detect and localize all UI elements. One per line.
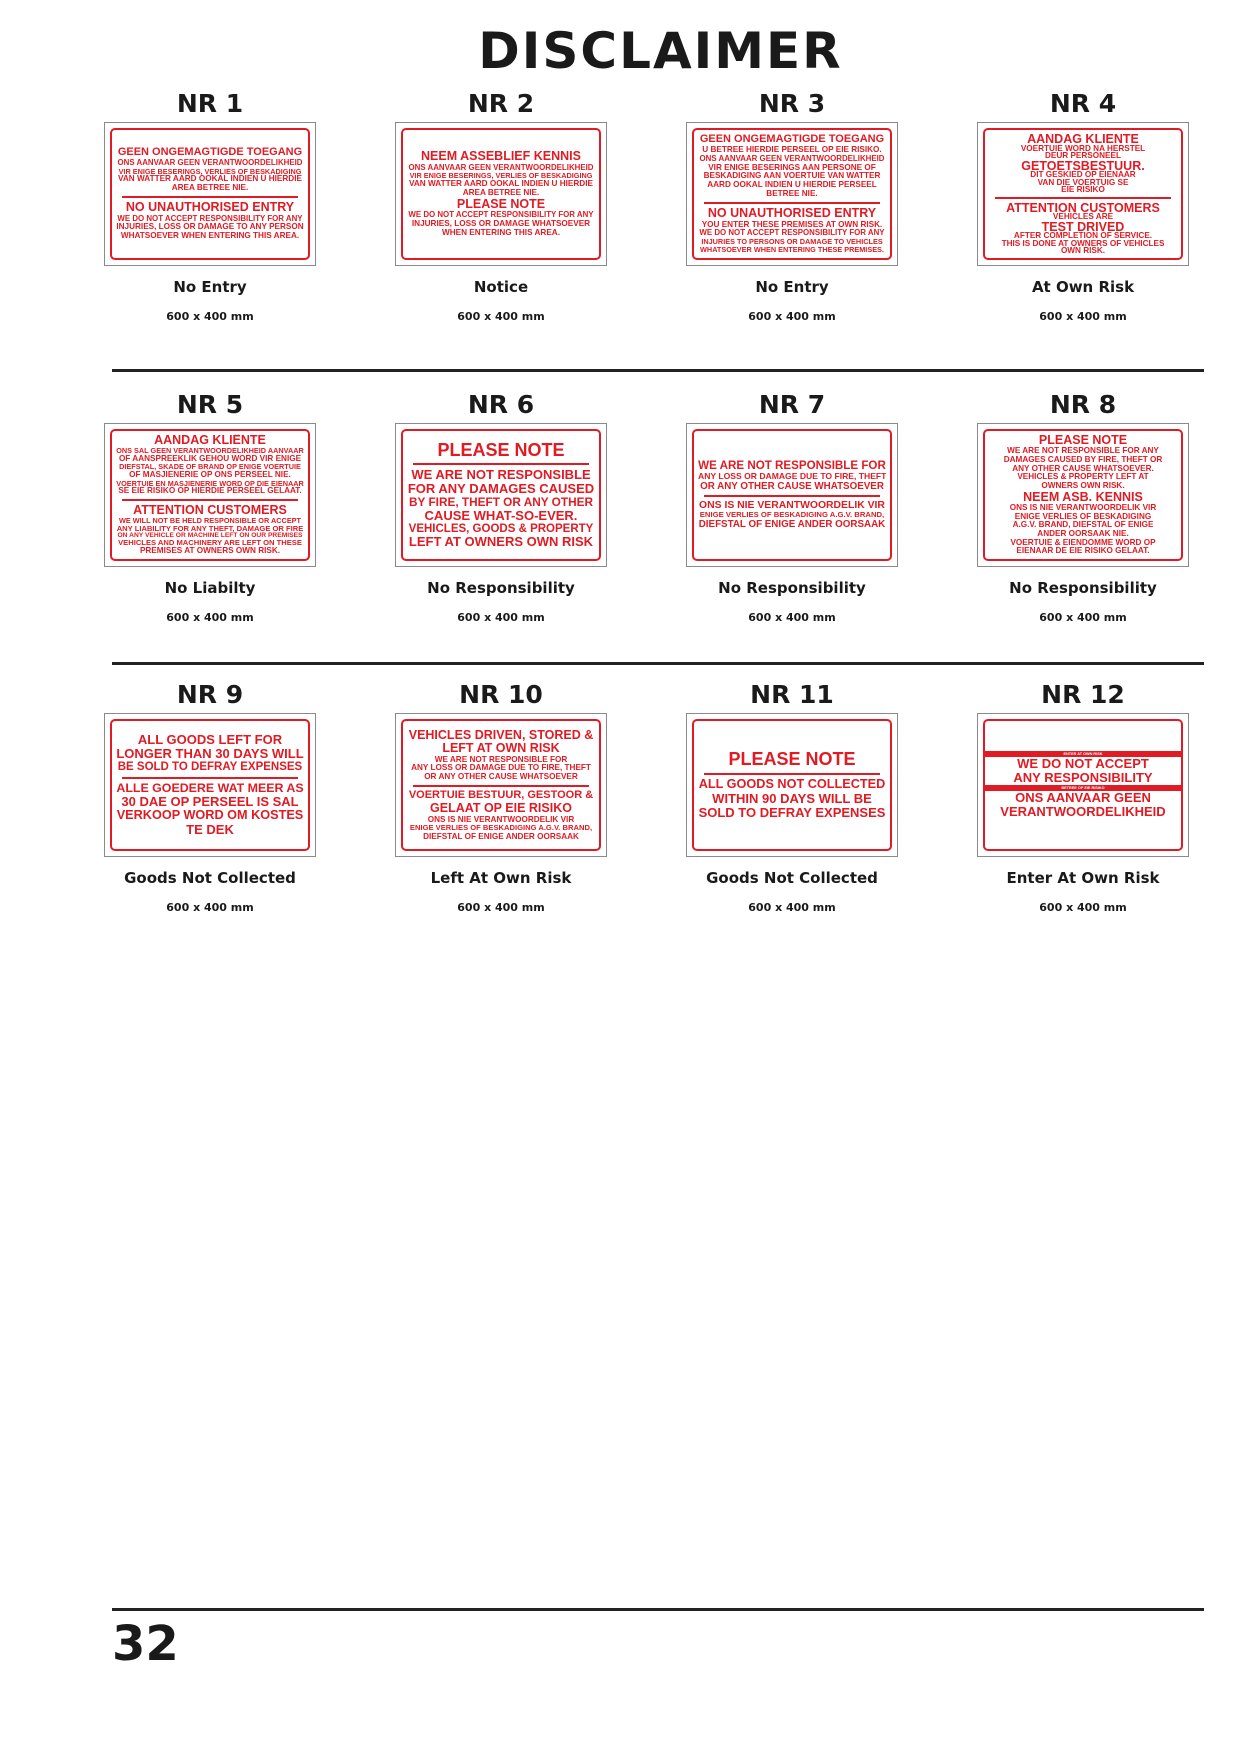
sign-text-line: VIR ENIGE BESERINGS, VERLIES OF BESKADIGING bbox=[118, 167, 302, 176]
sign-card bbox=[90, 387, 330, 624]
sign-number: NR 1 bbox=[176, 89, 244, 118]
sign-name: Left At Own Risk bbox=[430, 869, 572, 887]
sign-border bbox=[983, 429, 1183, 561]
sign-divider bbox=[704, 773, 880, 775]
sign-text-line: SE EIE RISIKO OP HIERDIE PERSEEL GELAAT. bbox=[118, 487, 302, 496]
sign-divider bbox=[122, 499, 298, 501]
sign-card bbox=[963, 86, 1203, 323]
sign-name: No Entry bbox=[755, 278, 829, 296]
sign-size: 600 x 400 mm bbox=[748, 611, 836, 624]
sign-number: NR 8 bbox=[1049, 390, 1117, 419]
sign-text-line: GEEN ONGEMAGTIGDE TOEGANG bbox=[117, 147, 303, 159]
sign-text-line: DAMAGES CAUSED BY FIRE, THEFT OR bbox=[1003, 455, 1163, 464]
sign-text-line: WE WILL NOT BE HELD RESPONSIBLE OR ACCEPT bbox=[118, 516, 302, 525]
sign-size: 600 x 400 mm bbox=[1039, 611, 1127, 624]
sign-text-line: A.G.V. BRAND, DIEFSTAL OF ENIGE bbox=[1012, 521, 1154, 530]
sign-card bbox=[381, 677, 621, 914]
sign-text-line: WHATSOEVER WHEN ENTERING THESE PREMISES. bbox=[700, 245, 884, 254]
sign-size: 600 x 400 mm bbox=[1039, 310, 1127, 323]
sign-border bbox=[110, 429, 310, 561]
sign-border bbox=[692, 429, 892, 561]
sign-number: NR 11 bbox=[750, 680, 834, 709]
sign-text-line: OWNERS OWN RISK. bbox=[1041, 481, 1125, 490]
sign-text-line: ATTENTION CUSTOMERS bbox=[1006, 201, 1160, 214]
sign-text-line: VOERTUIE & EIENDOMME WORD OP bbox=[1010, 538, 1156, 547]
sign-text-line: VEHICLES, GOODS & PROPERTY bbox=[408, 522, 594, 535]
sign-text-line: ONS IS NIE VERANTWOORDELIK VIR bbox=[427, 815, 575, 824]
sign-image bbox=[977, 713, 1189, 857]
sign-text-line: ENTER AT OWN RISK bbox=[985, 751, 1181, 757]
sign-border bbox=[983, 128, 1183, 260]
sign-card bbox=[381, 86, 621, 323]
sign-text-line: WE DO NOT ACCEPT bbox=[1017, 756, 1149, 771]
sign-border bbox=[110, 719, 310, 851]
sign-image bbox=[686, 122, 898, 266]
sign-text-line: VIR ENIGE BESERINGS AAN PERSONE OF bbox=[708, 163, 876, 172]
sign-text-line: DIEFSTAL OF ENIGE ANDER OORSAAK bbox=[423, 832, 579, 841]
sign-border bbox=[692, 128, 892, 260]
sign-text-line: GETOETSBESTUUR. bbox=[1021, 159, 1145, 172]
sign-text-line: VOERTUIE EN MASJIENERIE WORD OP DIE EIENAAR bbox=[116, 479, 304, 488]
sign-text-line: ONS SAL GEEN VERANTWOORDELIKHEID AANVAAR bbox=[116, 447, 304, 455]
sign-text-line: BY FIRE, THEFT OR ANY OTHER bbox=[409, 496, 593, 509]
sign-text-line: VEHICLES ARE bbox=[1052, 213, 1114, 221]
sign-text-line: PLEASE NOTE bbox=[456, 197, 546, 211]
sign-text-line: WITHIN 90 DAYS WILL BE bbox=[712, 791, 872, 806]
sign-text-line: EIENAAR DE EIE RISIKO GELAAT. bbox=[1016, 547, 1150, 556]
sign-size: 600 x 400 mm bbox=[166, 901, 254, 914]
sign-text-line: ALL GOODS NOT COLLECTED bbox=[698, 777, 886, 791]
sign-divider bbox=[704, 495, 880, 497]
sign-text-line: DIEFSTAL OF ENIGE ANDER OORSAAK bbox=[698, 519, 886, 530]
sign-border bbox=[401, 719, 601, 851]
sign-text-line: PREMISES AT OWNERS OWN RISK. bbox=[139, 547, 281, 556]
sign-name: No Responsibility bbox=[718, 579, 866, 597]
sign-text-line: NEEM ASSEBLIEF KENNIS bbox=[421, 150, 581, 164]
sign-text-line: VOERTUIE WORD NA HERSTEL bbox=[1020, 144, 1146, 153]
sign-text-line: INJURIES, LOSS OR DAMAGE WHATSOEVER bbox=[411, 219, 591, 228]
sign-name: No Responsibility bbox=[1009, 579, 1157, 597]
sign-text-line: TEST DRIVED bbox=[1041, 220, 1125, 233]
sign-name: No Liabilty bbox=[164, 579, 256, 597]
sign-text-line: LEFT AT OWN RISK bbox=[442, 742, 560, 756]
sign-text-line: PLEASE NOTE bbox=[1038, 433, 1128, 447]
sign-text-line: OR ANY OTHER CAUSE WHATSOEVER bbox=[700, 481, 884, 492]
sign-name: Notice bbox=[473, 278, 529, 296]
sign-text-line: THIS IS DONE AT OWNERS OF VEHICLES bbox=[1001, 239, 1165, 248]
sign-image bbox=[104, 713, 316, 857]
sign-text-line: VEHICLES & PROPERTY LEFT AT bbox=[1017, 473, 1149, 482]
sign-text-line: ON ANY VEHICLE OR MACHINE LEFT ON OUR PREMISES bbox=[117, 532, 303, 540]
sign-name: Goods Not Collected bbox=[706, 869, 878, 887]
sign-text-line: AANDAG KLIËNTE bbox=[154, 434, 266, 447]
sign-text-line: DIT GESKIED OP EIENAAR bbox=[1030, 171, 1136, 179]
sign-number: NR 9 bbox=[176, 680, 244, 709]
sign-text-line: WE DO NOT ACCEPT RESPONSIBILITY FOR ANY bbox=[408, 211, 594, 220]
sign-text-line: OF MASJIENERIE OP ONS PERSEEL NIE. bbox=[129, 470, 291, 479]
sign-text-line: VAN WATTER AARD OOKAL INDIEN U HIERDIE bbox=[118, 175, 302, 184]
sign-name: Goods Not Collected bbox=[124, 869, 296, 887]
sign-text-line: BESKADIGING AAN VOERTUIE VAN WATTER bbox=[703, 172, 881, 181]
sign-card bbox=[672, 677, 912, 914]
sign-text-line: LONGER THAN 30 DAYS WILL bbox=[116, 747, 304, 762]
sign-text-line: ONS AANVAAR GEEN VERANTWOORDELIKHEID bbox=[699, 155, 885, 164]
sign-card bbox=[381, 387, 621, 624]
sign-border bbox=[692, 719, 892, 851]
sign-text-line: NO UNAUTHORISED ENTRY bbox=[125, 201, 295, 215]
sign-size: 600 x 400 mm bbox=[748, 310, 836, 323]
sign-image bbox=[395, 423, 607, 567]
sign-text-line: ANDER OORSAAK NIE. bbox=[1037, 529, 1129, 538]
sign-text-line: ANY LOSS OR DAMAGE DUE TO FIRE, THEFT bbox=[698, 472, 886, 482]
sign-number: NR 6 bbox=[467, 390, 535, 419]
sign-text-line: ATTENTION CUSTOMERS bbox=[133, 503, 287, 517]
sign-text-line: BETREE OP EIE RISIKO bbox=[985, 785, 1181, 791]
sign-text-line: VOERTUIE BESTUUR, GESTOOR & bbox=[408, 790, 594, 802]
sign-name: At Own Risk bbox=[1031, 278, 1135, 296]
sign-text-line: VEHICLES DRIVEN, STORED & bbox=[408, 728, 594, 742]
sign-text-line: NEEM ASB. KENNIS bbox=[1023, 490, 1143, 504]
sign-size: 600 x 400 mm bbox=[1039, 901, 1127, 914]
sign-text-line: LEFT AT OWNERS OWN RISK bbox=[408, 535, 594, 550]
sign-text-line: FOR ANY DAMAGES CAUSED bbox=[407, 482, 595, 497]
sign-text-line: ENIGE VERLIES OF BESKADIGING A.G.V. BRAND, bbox=[409, 824, 593, 833]
sign-image bbox=[686, 423, 898, 567]
sign-text-line: ONS AANVAAR GEEN VERANTWOORDELIKHEID bbox=[117, 159, 303, 167]
sign-text-line: 30 DAE OP PERSEEL IS SAL bbox=[121, 795, 299, 810]
sign-text-line: WHEN ENTERING THIS AREA. bbox=[442, 228, 560, 237]
sign-border bbox=[110, 128, 310, 260]
sign-number: NR 12 bbox=[1041, 680, 1125, 709]
sign-name: No Responsibility bbox=[427, 579, 575, 597]
sign-text-line: VEHICLES AND MACHINERY ARE LEFT ON THESE bbox=[118, 539, 302, 548]
sign-image bbox=[686, 713, 898, 857]
sign-text-line: OWN RISK. bbox=[1060, 247, 1106, 255]
sign-size: 600 x 400 mm bbox=[457, 901, 545, 914]
sign-text-line: WE ARE NOT RESPONSIBLE FOR ANY bbox=[1007, 447, 1159, 456]
sign-text-line: DEUR PERSONEEL bbox=[1045, 152, 1121, 160]
sign-text-line: ONS AANVAAR GEEN bbox=[1015, 791, 1151, 806]
sign-text-line: PLEASE NOTE bbox=[728, 750, 856, 770]
sign-image bbox=[977, 122, 1189, 266]
sign-name: Enter At Own Risk bbox=[1006, 869, 1160, 887]
sign-divider bbox=[995, 197, 1171, 199]
sign-text-line: ENIGE VERLIES OF BESKADIGING A.G.V. BRAND, bbox=[699, 511, 885, 520]
sign-text-line: ENIGE VERLIES OF BESKADIGING bbox=[1014, 512, 1152, 521]
sign-text-line: TE DEK bbox=[186, 822, 234, 837]
sign-number: NR 4 bbox=[1049, 89, 1117, 118]
footer-rule bbox=[112, 1608, 1204, 1611]
sign-text-line: WE ARE NOT RESPONSIBLE bbox=[411, 468, 591, 483]
sign-number: NR 7 bbox=[758, 390, 826, 419]
sign-text-line: INJURIES, LOSS OR DAMAGE TO ANY PERSON bbox=[116, 223, 304, 232]
sign-image bbox=[395, 122, 607, 266]
sign-card bbox=[963, 387, 1203, 624]
sign-text-line: WE DO NOT ACCEPT RESPONSIBILITY FOR ANY bbox=[117, 214, 303, 223]
sign-border bbox=[401, 128, 601, 260]
sign-number: NR 10 bbox=[459, 680, 543, 709]
sign-border bbox=[983, 719, 1183, 851]
sign-image bbox=[395, 713, 607, 857]
sign-size: 600 x 400 mm bbox=[457, 310, 545, 323]
sign-card bbox=[963, 677, 1203, 914]
sign-text-line: INJURIES TO PERSONS OR DAMAGE TO VEHICLES bbox=[701, 237, 883, 246]
sign-image bbox=[104, 423, 316, 567]
sign-border bbox=[401, 429, 601, 561]
sign-text-line: WE ARE NOT RESPONSIBLE FOR bbox=[434, 755, 568, 764]
sign-divider bbox=[704, 202, 880, 204]
page-title: DISCLAIMER bbox=[478, 22, 843, 80]
sign-divider bbox=[122, 777, 298, 779]
sign-text-line: WE DO NOT ACCEPT RESPONSIBILITY FOR ANY bbox=[699, 229, 885, 238]
sign-text-line: AFTER COMPLETION OF SERVICE. bbox=[1013, 232, 1153, 240]
sign-text-line: ANY OTHER CAUSE WHATSOEVER. bbox=[1012, 464, 1154, 473]
sign-text-line: NO UNAUTHORISED ENTRY bbox=[707, 207, 877, 221]
sign-text-line: ANY LIABILITY FOR ANY THEFT, DAMAGE OR FIRE bbox=[116, 524, 304, 533]
sign-divider bbox=[413, 785, 589, 787]
sign-card bbox=[90, 86, 330, 323]
sign-text-line: OF AANSPREEKLIK GEHOU WORD VIR ENIGE bbox=[118, 454, 302, 463]
sign-text-line: ANY LOSS OR DAMAGE DUE TO FIRE, THEFT bbox=[411, 764, 591, 773]
row-separator bbox=[112, 662, 1204, 665]
sign-text-line: ONS AANVAAR GEEN VERANTWOORDELIKHEID bbox=[408, 163, 594, 172]
sign-text-line: U BETREE HIERDIE PERSEEL OP EIE RISIKO. bbox=[702, 146, 882, 155]
sign-name: No Entry bbox=[173, 278, 247, 296]
sign-card bbox=[672, 387, 912, 624]
sign-number: NR 2 bbox=[467, 89, 535, 118]
sign-size: 600 x 400 mm bbox=[166, 611, 254, 624]
sign-divider bbox=[122, 196, 298, 198]
sign-text-line: AREA BETREE NIE. bbox=[171, 184, 249, 193]
sign-text-line: AARD OOKAL INDIEN U HIERDIE PERSEEL bbox=[707, 181, 877, 190]
sign-text-line: ALL GOODS LEFT FOR bbox=[137, 733, 283, 748]
sign-text-line: VIR ENIGE BESERINGS, VERLIES OF BESKADIGING bbox=[409, 172, 593, 181]
sign-text-line: ANY RESPONSIBILITY bbox=[1013, 770, 1153, 785]
sign-card bbox=[90, 677, 330, 914]
sign-size: 600 x 400 mm bbox=[457, 611, 545, 624]
sign-size: 600 x 400 mm bbox=[166, 310, 254, 323]
sign-text-line: ONS IS NIE VERANTWOORDELIK VIR bbox=[1009, 503, 1157, 512]
sign-text-line: AANDAG KLIENTE bbox=[1027, 133, 1139, 145]
sign-text-line: GEEN ONGEMAGTIGDE TOEGANG bbox=[699, 134, 885, 146]
sign-text-line: ALLE GOEDERE WAT MEER AS bbox=[116, 781, 304, 795]
sign-text-line: BETREE NIE. bbox=[766, 190, 818, 199]
sign-size: 600 x 400 mm bbox=[748, 901, 836, 914]
sign-text-line: VERKOOP WORD OM KOSTES bbox=[116, 809, 304, 823]
sign-text-line: CAUSE WHAT-SO-EVER. bbox=[424, 508, 578, 523]
sign-text-line: WE ARE NOT RESPONSIBLE FOR bbox=[698, 459, 886, 472]
sign-text-line: WHATSOEVER WHEN ENTERING THIS AREA. bbox=[120, 232, 300, 241]
sign-text-line: DIEFSTAL, SKADE OF BRAND OP ENIGE VOERTUIE bbox=[119, 463, 301, 471]
row-separator bbox=[112, 369, 1204, 372]
sign-text-line: SOLD TO DEFRAY EXPENSES bbox=[698, 805, 886, 820]
sign-text-line: VAN DIE VOERTUIG SE bbox=[1037, 178, 1129, 187]
sign-text-line: OR ANY OTHER CAUSE WHATSOEVER bbox=[424, 773, 578, 782]
sign-divider bbox=[413, 463, 589, 465]
page-number: 32 bbox=[112, 1616, 179, 1672]
sign-text-line: GELAAT OP EIE RISIKO bbox=[430, 802, 572, 816]
sign-text-line: VERANTWOORDELIKHEID bbox=[1000, 805, 1166, 820]
sign-text-line: VAN WATTER AARD OOKAL INDIEN U HIERDIE bbox=[409, 180, 593, 189]
sign-text-line: ONS IS NIE VERANTWOORDELIK VIR bbox=[699, 500, 885, 512]
sign-text-line: PLEASE NOTE bbox=[437, 440, 565, 460]
sign-text-line: AREA BETREE NIE. bbox=[462, 189, 540, 198]
sign-image bbox=[104, 122, 316, 266]
sign-card bbox=[672, 86, 912, 323]
sign-number: NR 5 bbox=[176, 390, 244, 419]
sign-image bbox=[977, 423, 1189, 567]
sign-text-line: YOU ENTER THESE PREMISES AT OWN RISK. bbox=[701, 220, 883, 229]
sign-text-line: EIE RISIKO bbox=[1061, 186, 1105, 194]
sign-number: NR 3 bbox=[758, 89, 826, 118]
sign-text-line: BE SOLD TO DEFRAY EXPENSES bbox=[117, 761, 303, 774]
